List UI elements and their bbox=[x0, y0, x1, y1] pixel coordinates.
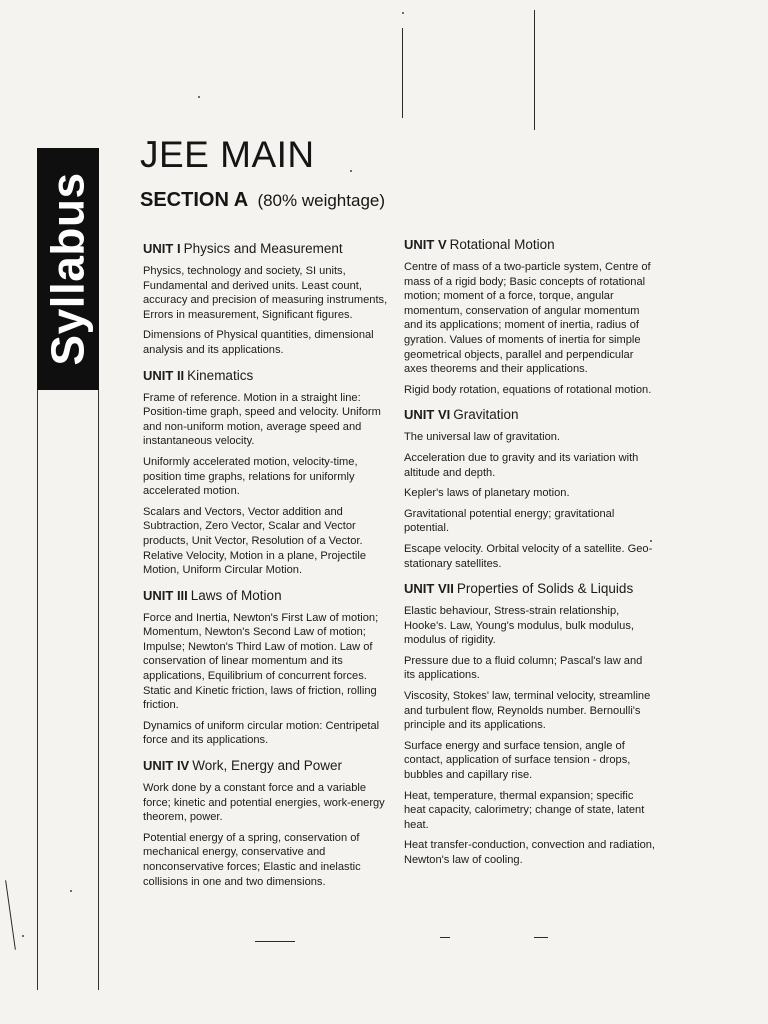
unit-paragraph: The universal law of gravitation. bbox=[404, 431, 561, 444]
unit-paragraph: Potential energy of a spring, conservation of mechanical energy, conservative and nonconservative forces; Elastic and inelastic collisions in one and two dimensions. bbox=[143, 831, 361, 888]
unit-paragraph: Dimensions of Physical quantities, dimensional analysis and its applications. bbox=[143, 329, 374, 356]
unit-block bbox=[404, 406, 656, 571]
unit-title: Laws of Motion bbox=[190, 587, 282, 603]
unit-heading bbox=[143, 240, 391, 259]
unit-heading bbox=[404, 406, 656, 425]
unit-number: UNIT VII bbox=[404, 581, 454, 597]
section-heading bbox=[140, 189, 385, 212]
unit-paragraph: Elastic behaviour, Stress-strain relationship, Hooke's. Law, Young's modulus, bulk modulus, modulus of rigidity. bbox=[404, 605, 634, 647]
unit-paragraph: Pressure due to a fluid column; Pascal's law and its applications. bbox=[404, 654, 643, 682]
unit-heading bbox=[404, 236, 656, 255]
unit-paragraph: Physics, technology and society, SI units, Fundamental and derived units. Least count, accuracy and precision of measuring instruments, Errors in measurement, Significant figures. bbox=[143, 265, 388, 321]
unit-heading bbox=[143, 587, 391, 606]
unit-paragraph: Scalars and Vectors, Vector addition and Subtraction, Zero Vector, Scalar and Vector products, Unit Vector, Resolution of a Vector. Relative Velocity, Motion in a plane, Projectile Motion, Uniform Circular Motion. bbox=[143, 505, 367, 577]
scan-artifact-dot bbox=[402, 12, 404, 14]
unit-number: UNIT III bbox=[143, 587, 188, 603]
scan-artifact-line bbox=[534, 10, 535, 130]
unit-paragraph: Work done by a constant force and a variable force; kinetic and potential energies, work-energy theorem, power. bbox=[143, 782, 385, 824]
unit-heading bbox=[404, 580, 656, 599]
unit-paragraph: Uniformly accelerated motion, velocity-time, position time graphs, relations for uniformly accelerated motion. bbox=[143, 455, 358, 498]
unit-paragraph: Gravitational potential energy; gravitational potential. bbox=[404, 507, 615, 535]
unit-number: UNIT I bbox=[143, 241, 181, 256]
scan-artifact-dot bbox=[22, 935, 24, 937]
scan-artifact-dot bbox=[350, 170, 352, 172]
unit-block bbox=[404, 580, 656, 868]
unit-paragraph: Centre of mass of a two-particle system, Centre of mass of a rigid body; Basic concepts of rotational motion; moment of a force, torque, angular momentum, conservation of angular momentum and its applications; moment of inertia, radius of gyration. Values of moments of inertia for simple geometrical objects, parallel and perpendicular axes theorems and their applications. bbox=[404, 261, 651, 376]
scan-artifact-line bbox=[440, 937, 450, 938]
unit-paragraph: Surface energy and surface tension, angle of contact, application of surface tension - drops, bubbles and capillary rise. bbox=[404, 739, 631, 782]
unit-title: Work, Energy and Power bbox=[192, 758, 343, 774]
unit-block bbox=[143, 587, 391, 748]
unit-block bbox=[404, 236, 656, 397]
scan-artifact-line bbox=[5, 880, 16, 949]
side-margin-rule bbox=[37, 390, 99, 990]
syllabus-side-tab bbox=[37, 148, 99, 390]
unit-paragraph: Acceleration due to gravity and its variation with altitude and depth. bbox=[404, 451, 639, 479]
page-title: JEE MAIN bbox=[140, 134, 315, 175]
scan-artifact-line bbox=[402, 28, 403, 118]
unit-number: UNIT V bbox=[404, 237, 447, 252]
unit-title: Rotational Motion bbox=[449, 237, 555, 252]
section-weightage: (80% weightage) bbox=[257, 191, 386, 210]
side-tab-label: Syllabus bbox=[42, 172, 95, 366]
unit-paragraph: Force and Inertia, Newton's First Law of motion; Momentum, Newton's Second Law of motion; Impulse; Newton's Third Law of motion. Law of conservation of linear momentum and its applications, Equilibrium of concurrent forces. Static and Kinetic friction, laws of friction, rolling friction. bbox=[143, 611, 379, 712]
unit-heading bbox=[143, 367, 391, 386]
left-column bbox=[143, 240, 391, 895]
unit-title: Gravitation bbox=[453, 407, 519, 423]
unit-block bbox=[143, 367, 391, 578]
unit-paragraph: Viscosity, Stokes' law, terminal velocity, streamline and turbulent flow, Reynolds number. Bernoulli's principle and its applications. bbox=[404, 690, 651, 732]
unit-heading bbox=[143, 757, 391, 776]
unit-paragraph: Escape velocity. Orbital velocity of a satellite. Geo-stationary satellites. bbox=[404, 542, 653, 570]
unit-title: Kinematics bbox=[187, 367, 254, 383]
unit-paragraph: Frame of reference. Motion in a straight line: Position-time graph, speed and velocity. Uniform and non-uniform motion, average speed and instantaneous velocity. bbox=[143, 391, 381, 448]
unit-number: UNIT II bbox=[143, 367, 185, 383]
section-name: SECTION A bbox=[140, 189, 249, 211]
right-column bbox=[404, 236, 656, 874]
unit-paragraph: Heat, temperature, thermal expansion; specific heat capacity, calorimetry; change of state, latent heat. bbox=[404, 789, 645, 831]
unit-paragraph: Heat transfer-conduction, convection and radiation, Newton's law of cooling. bbox=[404, 839, 655, 866]
scan-artifact-line bbox=[255, 941, 295, 942]
unit-paragraph: Dynamics of uniform circular motion: Centripetal force and its applications. bbox=[143, 719, 380, 747]
scan-artifact-dot bbox=[650, 540, 652, 542]
unit-number: UNIT VI bbox=[404, 407, 451, 423]
unit-number: UNIT IV bbox=[143, 758, 190, 774]
unit-block bbox=[143, 240, 391, 358]
unit-paragraph: Rigid body rotation, equations of rotational motion. bbox=[404, 383, 652, 396]
unit-title: Properties of Solids & Liquids bbox=[456, 581, 634, 597]
scan-artifact-dot bbox=[198, 96, 200, 98]
unit-block bbox=[143, 757, 391, 889]
unit-paragraph: Kepler's laws of planetary motion. bbox=[404, 487, 570, 500]
scan-artifact-dot bbox=[70, 890, 72, 892]
unit-title: Physics and Measurement bbox=[183, 241, 343, 256]
scan-artifact-line bbox=[534, 937, 548, 938]
